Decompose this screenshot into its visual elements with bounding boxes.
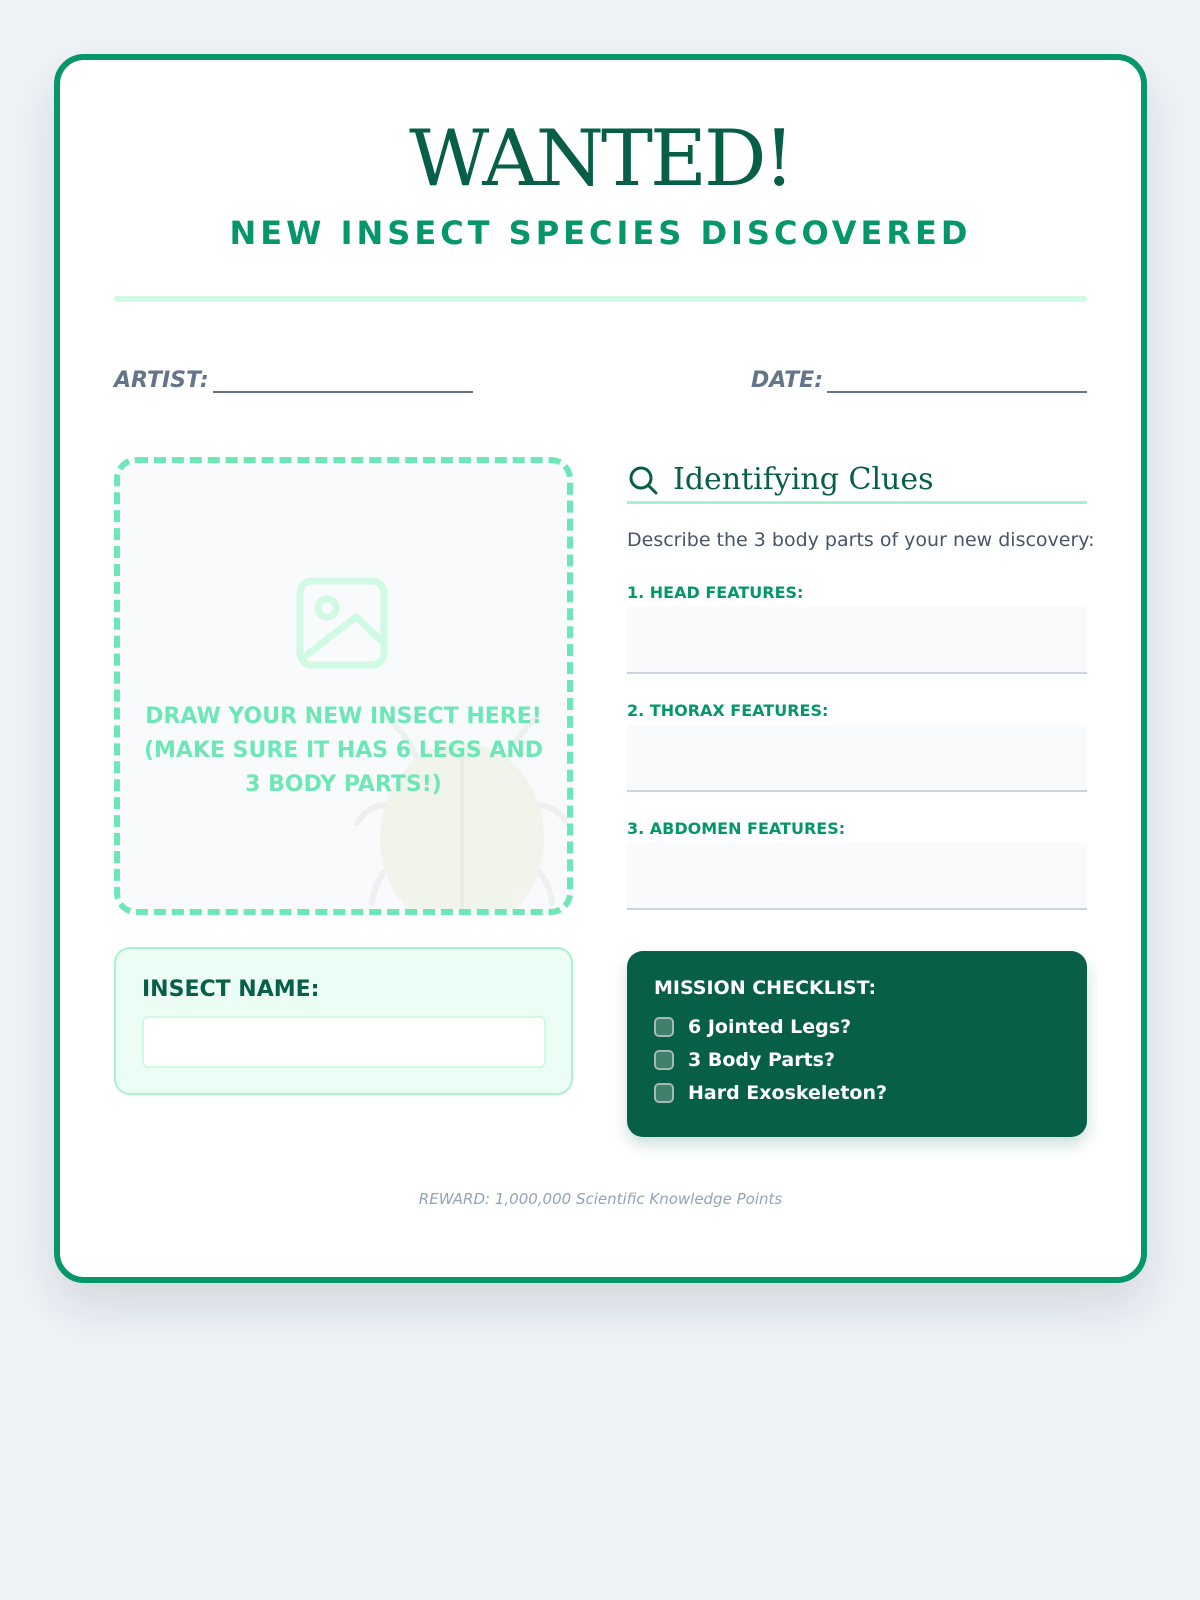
checklist-item[interactable] bbox=[654, 1082, 887, 1104]
clues-description: Describe the 3 body parts of your new discovery: bbox=[627, 529, 1095, 551]
checkbox[interactable] bbox=[654, 1017, 674, 1037]
wanted-poster-card bbox=[54, 54, 1147, 1283]
thorax-features-input[interactable] bbox=[627, 725, 1087, 792]
checklist-item-label: 3 Body Parts? bbox=[688, 1049, 835, 1071]
header-divider bbox=[114, 296, 1087, 302]
checklist-item-label: 6 Jointed Legs? bbox=[688, 1016, 852, 1038]
insect-name-input[interactable] bbox=[142, 1016, 546, 1068]
abdomen-features-input[interactable] bbox=[627, 843, 1087, 910]
clues-header bbox=[627, 458, 1087, 504]
checkbox[interactable] bbox=[654, 1083, 674, 1103]
drawing-area[interactable] bbox=[114, 457, 573, 915]
poster-content bbox=[114, 60, 1095, 1277]
reward-footer: REWARD: 1,000,000 Scientific Knowledge Points bbox=[418, 1190, 783, 1208]
artist-label: ARTIST: bbox=[114, 368, 209, 393]
head-features-label: 1. HEAD FEATURES: bbox=[627, 583, 804, 602]
checklist-item[interactable] bbox=[654, 1016, 851, 1038]
mission-checklist bbox=[627, 951, 1087, 1137]
checklist-item-label: Hard Exoskeleton? bbox=[688, 1082, 887, 1104]
artist-field[interactable] bbox=[114, 368, 473, 393]
poster-title: WANTED! bbox=[409, 114, 792, 204]
clues-title: Identifying Clues bbox=[673, 462, 934, 497]
thorax-features-label: 2. THORAX FEATURES: bbox=[627, 701, 829, 720]
date-blank-line[interactable] bbox=[827, 371, 1087, 393]
checkbox[interactable] bbox=[654, 1050, 674, 1070]
date-label: DATE: bbox=[750, 368, 823, 393]
abdomen-features-label: 3. ABDOMEN FEATURES: bbox=[627, 819, 846, 838]
head-features-input[interactable] bbox=[627, 607, 1087, 674]
date-field[interactable] bbox=[751, 368, 1087, 393]
image-icon bbox=[294, 575, 390, 671]
insect-name-panel bbox=[114, 947, 573, 1095]
checklist-item[interactable] bbox=[654, 1049, 835, 1071]
poster-subtitle: NEW INSECT SPECIES DISCOVERED bbox=[229, 214, 972, 252]
search-icon bbox=[627, 464, 659, 496]
artist-blank-line[interactable] bbox=[213, 371, 473, 393]
drawing-prompt: DRAW YOUR NEW INSECT HERE! (MAKE SURE IT HAS 6 LEGS AND 3 BODY PARTS!) bbox=[143, 704, 544, 797]
checklist-title: MISSION CHECKLIST: bbox=[654, 977, 877, 999]
insect-name-label: INSECT NAME: bbox=[142, 977, 320, 1002]
